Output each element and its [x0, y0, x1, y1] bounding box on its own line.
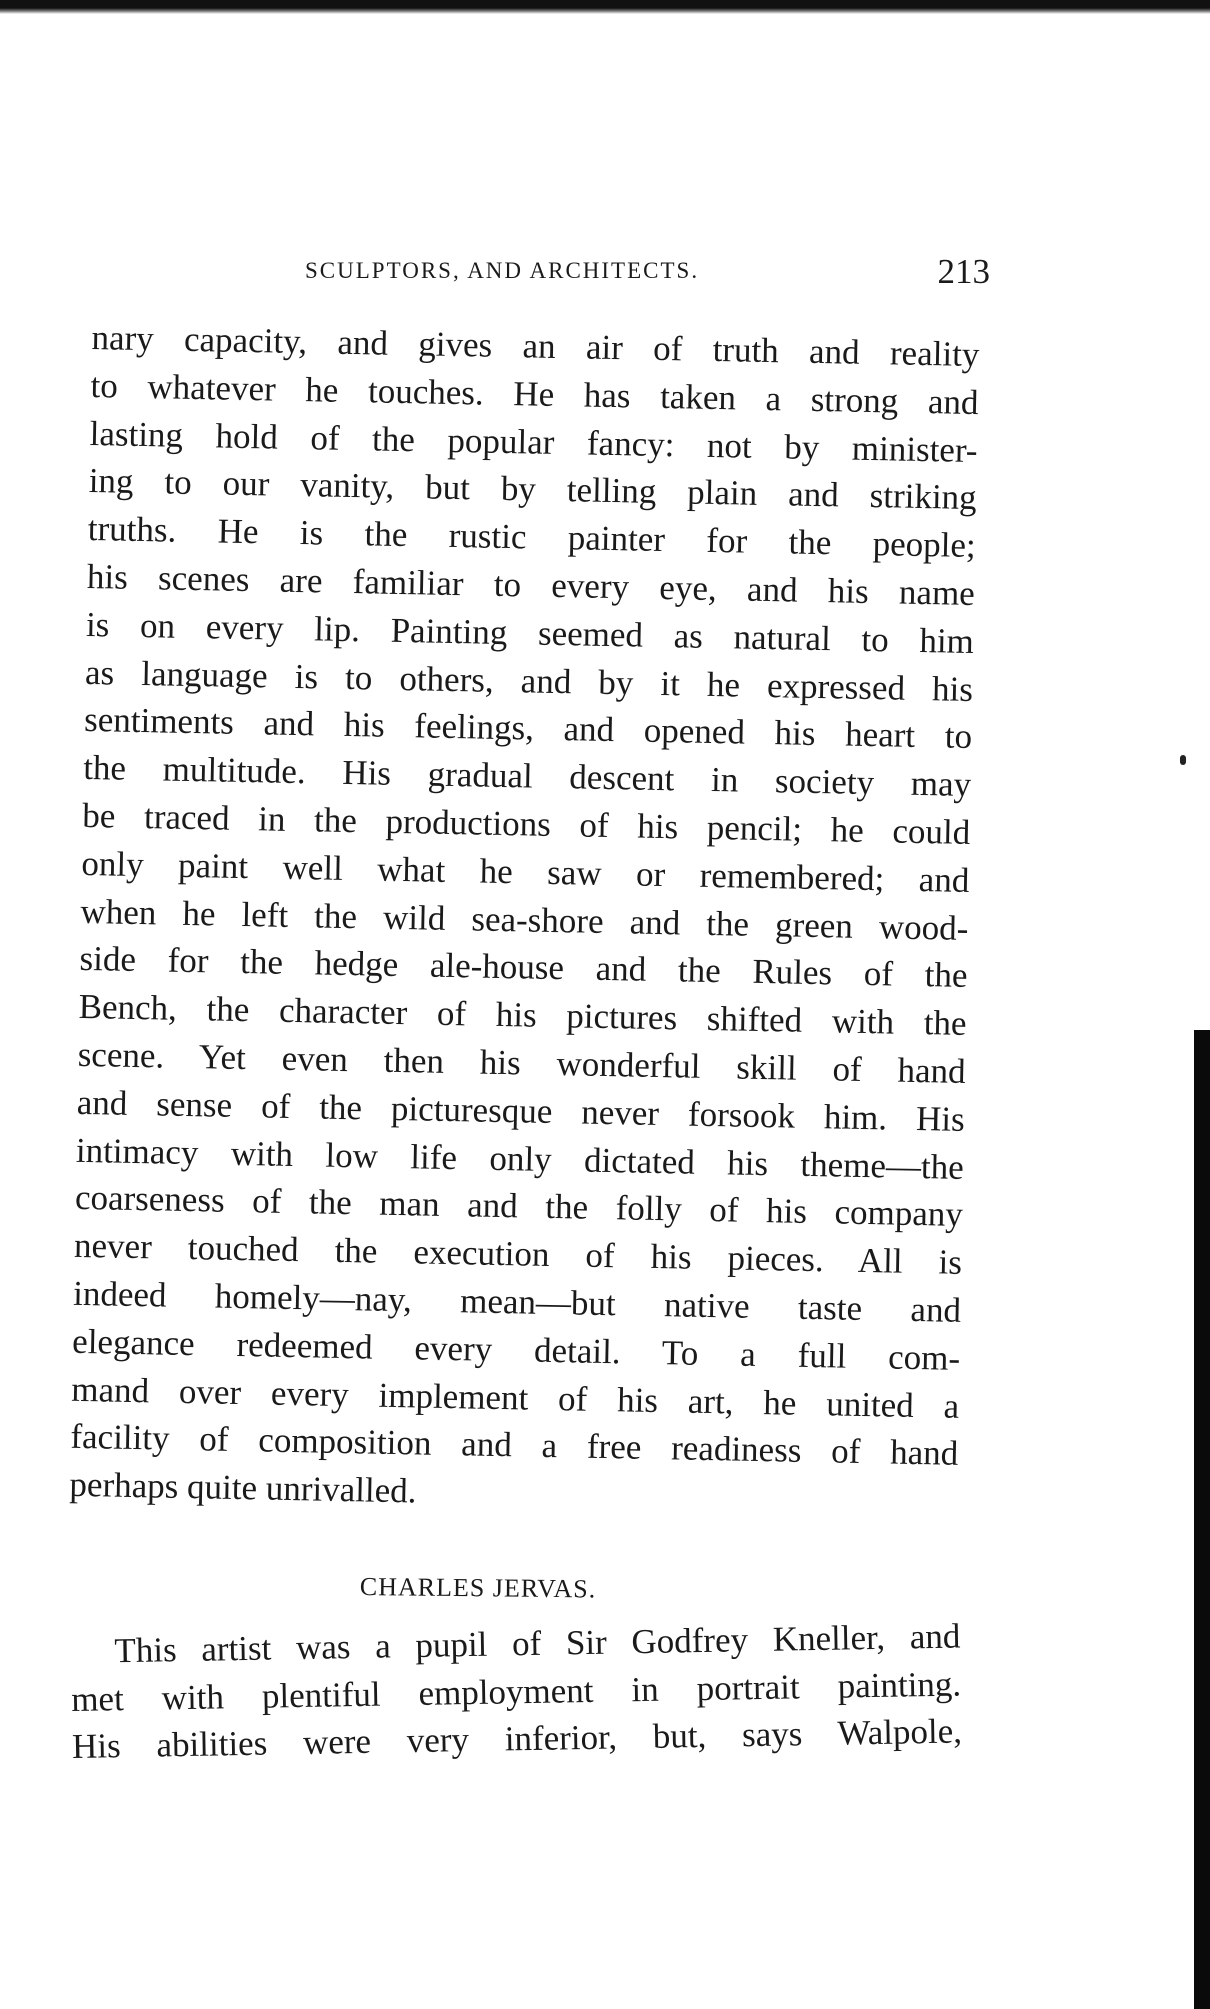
section-heading: CHARLES JERVAS.	[359, 1572, 597, 1604]
text-line: indeed homely—nay, mean—but native taste and	[72, 1273, 962, 1330]
text-line: Bench, the character of his pictures shifted with the	[78, 987, 967, 1044]
text-line: This artist was a pupil of Sir Godfrey Kneller, and	[114, 1616, 961, 1671]
text-line: ing to our vanity, but by telling plain and striking	[88, 461, 978, 518]
text-line: sentiments and his feelings, and opened his heart to	[83, 700, 973, 757]
text-line: nary capacity, and gives an air of truth and reality	[91, 317, 980, 375]
text-line: never touched the execution of his pieces. All is	[73, 1225, 963, 1283]
text-line: mand over every implement of his art, he united a	[70, 1369, 960, 1426]
text-line: coarseness of the man and the folly of his company	[74, 1178, 964, 1235]
page-number: 213	[937, 252, 990, 291]
body-paragraph	[69, 314, 980, 1526]
text-line: met with plentiful employment in portrait painting.	[70, 1663, 962, 1719]
running-title: SCULPTORS, AND ARCHITECTS.	[305, 258, 700, 283]
text-line: facility of composition and a free readiness of hand	[70, 1417, 959, 1474]
text-line: when he left the wild sea-shore and the green wood-	[80, 891, 969, 948]
text-line: truths. He is the rustic painter for the people;	[87, 509, 977, 566]
text-line: side for the hedge ale-house and the Rules of the	[79, 939, 968, 996]
text-line: and sense of the picturesque never forsook him. His	[76, 1082, 966, 1139]
section-paragraph	[70, 1612, 962, 1770]
text-line: intimacy with low life only dictated his theme—the	[75, 1130, 965, 1187]
text-line: perhaps quite unrivalled.	[69, 1464, 417, 1511]
text-line: His abilities were very inferior, but, says Walpole,	[71, 1711, 963, 1766]
text-line: scene. Yet even then his wonderful skill of hand	[77, 1034, 966, 1091]
text-line: to whatever he touches. He has taken a strong and	[90, 365, 979, 422]
running-head	[100, 252, 990, 292]
scan-edge-right	[1194, 1030, 1210, 2009]
text-line: as language is to others, and by it he expressed his	[84, 652, 974, 709]
text-line: elegance redeemed every detail. To a full com-	[71, 1321, 961, 1378]
scan-speck	[1180, 755, 1186, 765]
text-line: his scenes are familiar to every eye, and his name	[86, 556, 976, 613]
text-line: lasting hold of the popular fancy: not by minister-	[89, 413, 978, 470]
scan-edge-top	[0, 0, 1210, 14]
text-line: only paint well what he saw or remembered; and	[81, 843, 970, 900]
text-line: is on every lip. Painting seemed as natural to him	[85, 604, 975, 661]
text-line: be traced in the productions of his pencil; he could	[81, 795, 971, 852]
text-line: the multitude. His gradual descent in society may	[82, 748, 972, 805]
